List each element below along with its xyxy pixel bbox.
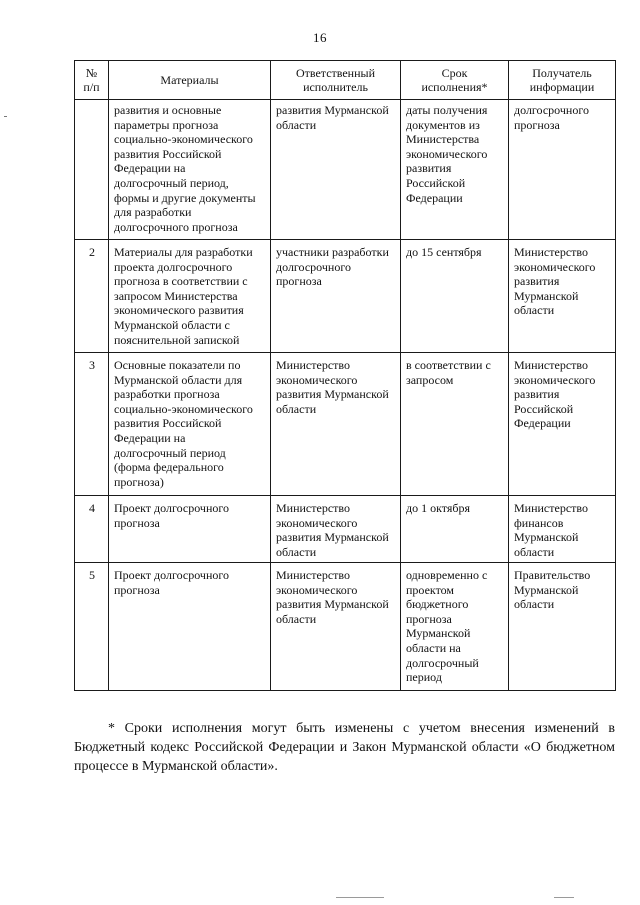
row-deadline: одновременно с проектом бюджетного прогноза Мурманской области на долгосрочный период bbox=[401, 563, 509, 691]
table-row bbox=[75, 496, 616, 563]
row-recipient: Министерство экономического развития Мурманской области bbox=[509, 240, 616, 353]
row-number: 5 bbox=[75, 563, 109, 691]
row-materials: Материалы для разработки проекта долгосрочного прогноза в соответствии с запросом Министерства экономического развития Мурманской области с пояснительной запиской bbox=[109, 240, 271, 353]
row-recipient: Правительство Мурманской области bbox=[509, 563, 616, 691]
table-row bbox=[75, 100, 616, 240]
page-number: 16 bbox=[313, 30, 327, 45]
margin-mark bbox=[4, 116, 7, 117]
header-responsible: Ответственный исполнитель bbox=[271, 61, 401, 100]
row-responsible: Министерство экономического развития Мурманской области bbox=[271, 563, 401, 691]
row-recipient: Министерство экономического развития Российской Федерации bbox=[509, 353, 616, 496]
row-deadline: до 1 октября bbox=[401, 496, 509, 563]
row-deadline: в соответствии с запросом bbox=[401, 353, 509, 496]
header-recipient: Получатель информации bbox=[509, 61, 616, 100]
row-number: 4 bbox=[75, 496, 109, 563]
header-materials: Материалы bbox=[109, 61, 271, 100]
bottom-rule bbox=[336, 897, 384, 898]
row-responsible: развития Мурманской области bbox=[271, 100, 401, 240]
row-materials: Проект долгосрочного прогноза bbox=[109, 563, 271, 691]
table-row bbox=[75, 240, 616, 353]
row-materials: Проект долгосрочного прогноза bbox=[109, 496, 271, 563]
row-materials: Основные показатели по Мурманской области для разработки прогноза социально-экономического развития Российской Федерации на долгосрочный период (форма федерального прогноза) bbox=[109, 353, 271, 496]
row-responsible: Министерство экономического развития Мурманской области bbox=[271, 496, 401, 563]
row-recipient: Министерство финансов Мурманской области bbox=[509, 496, 616, 563]
header-deadline: Срок исполнения* bbox=[401, 61, 509, 100]
header-number: № п/п bbox=[75, 61, 109, 100]
schedule-table bbox=[74, 60, 616, 691]
row-number bbox=[75, 100, 109, 240]
row-recipient: долгосрочного прогноза bbox=[509, 100, 616, 240]
bottom-rule bbox=[554, 897, 574, 898]
footnote: * Сроки исполнения могут быть изменены с учетом внесения изменений в Бюджетный кодекс Российской Федерации и Закон Мурманской области «О бюджетном процессе в Мурманской области». bbox=[74, 721, 615, 774]
row-materials: развития и основные параметры прогноза социально-экономического развития Российской Федерации на долгосрочный период, формы и другие документы для разработки долгосрочного прогноза bbox=[109, 100, 271, 240]
row-responsible: Министерство экономического развития Мурманской области bbox=[271, 353, 401, 496]
row-deadline: до 15 сентября bbox=[401, 240, 509, 353]
row-deadline: даты получения документов из Министерства экономического развития Российской Федерации bbox=[401, 100, 509, 240]
row-number: 3 bbox=[75, 353, 109, 496]
row-responsible: участники разработки долгосрочного прогноза bbox=[271, 240, 401, 353]
row-number: 2 bbox=[75, 240, 109, 353]
table-row bbox=[75, 353, 616, 496]
table-header-row bbox=[75, 61, 616, 100]
table-row bbox=[75, 563, 616, 691]
